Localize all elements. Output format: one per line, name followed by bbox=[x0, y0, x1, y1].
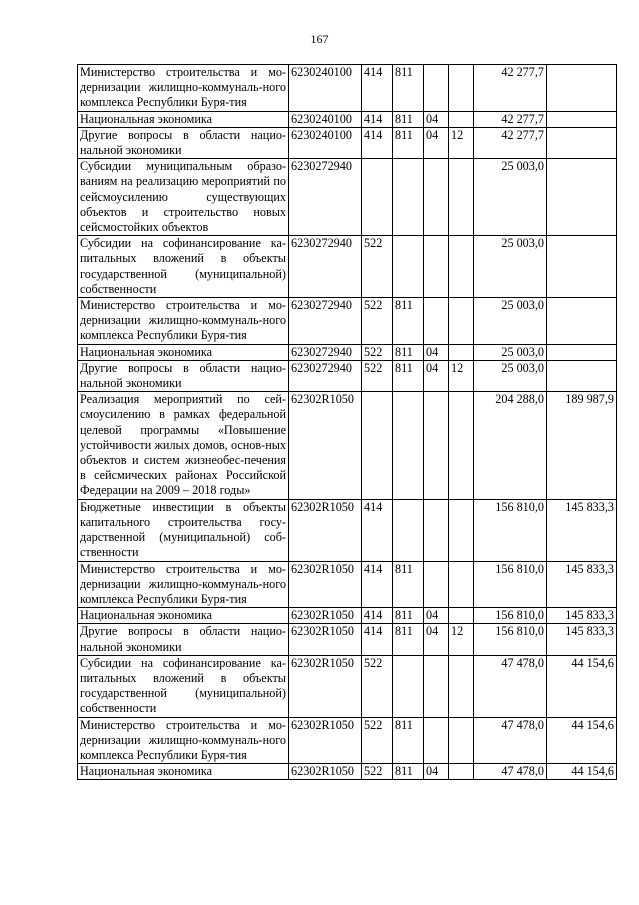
cell-target-code: 62302R1050 bbox=[289, 392, 362, 499]
cell-grbs: 414 bbox=[362, 65, 393, 112]
table-row bbox=[78, 392, 617, 499]
cell-section: 04 bbox=[424, 608, 449, 624]
cell-target-code: 62302R1050 bbox=[289, 764, 362, 780]
cell-subsection bbox=[449, 499, 474, 561]
cell-section bbox=[424, 236, 449, 298]
cell-subsection: 12 bbox=[449, 624, 474, 655]
table-row bbox=[78, 159, 617, 236]
cell-grbs: 414 bbox=[362, 624, 393, 655]
cell-subsection bbox=[449, 561, 474, 608]
cell-target-code: 6230272940 bbox=[289, 344, 362, 360]
cell-value-2 bbox=[547, 236, 617, 298]
cell-name: Реализация мероприятий по сей-смоусилению в рамках федеральной целевой программы «Повышение устойчивости жилых домов, основ-ных объектов и систем жизнеобес-печения в сейсмических районах Российской Федерации на 2009 – 2018 годы» bbox=[78, 392, 289, 499]
cell-grbs: 522 bbox=[362, 236, 393, 298]
cell-value-1: 25 003,0 bbox=[474, 298, 547, 345]
cell-section: 04 bbox=[424, 624, 449, 655]
cell-section: 04 bbox=[424, 111, 449, 127]
cell-name: Национальная экономика bbox=[78, 764, 289, 780]
cell-value-1: 47 478,0 bbox=[474, 655, 547, 717]
cell-value-2 bbox=[547, 65, 617, 112]
cell-value-2: 145 833,3 bbox=[547, 624, 617, 655]
cell-value-1: 156 810,0 bbox=[474, 624, 547, 655]
cell-sub: 811 bbox=[393, 111, 424, 127]
cell-name: Национальная экономика bbox=[78, 608, 289, 624]
cell-subsection bbox=[449, 608, 474, 624]
cell-value-2: 145 833,3 bbox=[547, 561, 617, 608]
cell-grbs: 522 bbox=[362, 717, 393, 764]
cell-subsection bbox=[449, 65, 474, 112]
cell-name: Министерство строительства и мо-дернизации жилищно-коммуналь-ного комплекса Республики Буря-тия bbox=[78, 298, 289, 345]
cell-section bbox=[424, 561, 449, 608]
cell-sub bbox=[393, 236, 424, 298]
cell-sub: 811 bbox=[393, 608, 424, 624]
cell-value-1: 42 277,7 bbox=[474, 111, 547, 127]
cell-value-2 bbox=[547, 159, 617, 236]
cell-value-2: 145 833,3 bbox=[547, 608, 617, 624]
cell-section: 04 bbox=[424, 360, 449, 391]
cell-value-2: 145 833,3 bbox=[547, 499, 617, 561]
cell-name: Министерство строительства и мо-дернизации жилищно-коммуналь-ного комплекса Республики Буря-тия bbox=[78, 717, 289, 764]
cell-subsection: 12 bbox=[449, 360, 474, 391]
cell-grbs: 414 bbox=[362, 127, 393, 158]
cell-value-1: 25 003,0 bbox=[474, 236, 547, 298]
cell-name: Субсидии муниципальным образо-ваниям на реализацию мероприятий по сейсмоусилению существующих объектов и строительство новых сейсмостойких объектов bbox=[78, 159, 289, 236]
cell-grbs: 522 bbox=[362, 298, 393, 345]
cell-value-2: 44 154,6 bbox=[547, 717, 617, 764]
cell-value-2 bbox=[547, 111, 617, 127]
cell-subsection bbox=[449, 159, 474, 236]
cell-subsection bbox=[449, 111, 474, 127]
cell-sub: 811 bbox=[393, 127, 424, 158]
cell-value-1: 156 810,0 bbox=[474, 499, 547, 561]
cell-target-code: 62302R1050 bbox=[289, 608, 362, 624]
cell-name: Субсидии на софинансирование ка-питальных вложений в объекты государственной (муниципальной) собственности bbox=[78, 236, 289, 298]
cell-section: 04 bbox=[424, 127, 449, 158]
cell-sub bbox=[393, 392, 424, 499]
cell-sub bbox=[393, 655, 424, 717]
budget-table-body bbox=[78, 65, 617, 780]
cell-sub: 811 bbox=[393, 65, 424, 112]
cell-value-1: 156 810,0 bbox=[474, 608, 547, 624]
cell-section: 04 bbox=[424, 344, 449, 360]
cell-value-1: 156 810,0 bbox=[474, 561, 547, 608]
table-row bbox=[78, 111, 617, 127]
cell-value-2: 44 154,6 bbox=[547, 655, 617, 717]
cell-section bbox=[424, 298, 449, 345]
table-row bbox=[78, 65, 617, 112]
table-row bbox=[78, 236, 617, 298]
cell-value-1: 25 003,0 bbox=[474, 360, 547, 391]
table-row bbox=[78, 624, 617, 655]
cell-target-code: 6230272940 bbox=[289, 298, 362, 345]
table-row bbox=[78, 608, 617, 624]
cell-name: Субсидии на софинансирование ка-питальных вложений в объекты государственной (муниципальной) собственности bbox=[78, 655, 289, 717]
cell-section bbox=[424, 717, 449, 764]
cell-name: Национальная экономика bbox=[78, 344, 289, 360]
cell-target-code: 62302R1050 bbox=[289, 655, 362, 717]
cell-sub bbox=[393, 159, 424, 236]
cell-value-1: 25 003,0 bbox=[474, 344, 547, 360]
cell-target-code: 6230272940 bbox=[289, 159, 362, 236]
cell-subsection bbox=[449, 392, 474, 499]
cell-section: 04 bbox=[424, 764, 449, 780]
cell-sub: 811 bbox=[393, 624, 424, 655]
cell-target-code: 6230272940 bbox=[289, 360, 362, 391]
table-row bbox=[78, 344, 617, 360]
cell-name: Другие вопросы в области нацио-нальной экономики bbox=[78, 127, 289, 158]
budget-table bbox=[77, 64, 617, 780]
cell-sub: 811 bbox=[393, 561, 424, 608]
cell-grbs: 522 bbox=[362, 655, 393, 717]
cell-value-1: 204 288,0 bbox=[474, 392, 547, 499]
cell-value-2 bbox=[547, 360, 617, 391]
cell-grbs bbox=[362, 159, 393, 236]
cell-value-1: 47 478,0 bbox=[474, 764, 547, 780]
cell-subsection bbox=[449, 344, 474, 360]
cell-subsection bbox=[449, 298, 474, 345]
cell-grbs: 522 bbox=[362, 764, 393, 780]
cell-name: Министерство строительства и мо-дернизации жилищно-коммуналь-ного комплекса Республики Буря-тия bbox=[78, 561, 289, 608]
cell-value-2 bbox=[547, 298, 617, 345]
cell-target-code: 62302R1050 bbox=[289, 624, 362, 655]
cell-value-1: 42 277,7 bbox=[474, 127, 547, 158]
cell-value-1: 42 277,7 bbox=[474, 65, 547, 112]
cell-subsection bbox=[449, 236, 474, 298]
cell-sub: 811 bbox=[393, 717, 424, 764]
cell-subsection bbox=[449, 717, 474, 764]
cell-grbs: 414 bbox=[362, 561, 393, 608]
cell-name: Другие вопросы в области нацио-нальной экономики bbox=[78, 624, 289, 655]
cell-sub: 811 bbox=[393, 764, 424, 780]
cell-name: Национальная экономика bbox=[78, 111, 289, 127]
page-number: 167 bbox=[310, 32, 329, 46]
cell-sub: 811 bbox=[393, 344, 424, 360]
cell-section bbox=[424, 65, 449, 112]
cell-value-2: 44 154,6 bbox=[547, 764, 617, 780]
cell-subsection bbox=[449, 764, 474, 780]
cell-section bbox=[424, 392, 449, 499]
cell-name: Бюджетные инвестиции в объекты капитального строительства госу-дарственной (муниципальной) соб-ственности bbox=[78, 499, 289, 561]
cell-subsection bbox=[449, 655, 474, 717]
cell-grbs: 522 bbox=[362, 360, 393, 391]
cell-target-code: 62302R1050 bbox=[289, 561, 362, 608]
table-row bbox=[78, 717, 617, 764]
cell-grbs bbox=[362, 392, 393, 499]
cell-target-code: 6230272940 bbox=[289, 236, 362, 298]
table-row bbox=[78, 561, 617, 608]
cell-target-code: 6230240100 bbox=[289, 65, 362, 112]
cell-name: Другие вопросы в области нацио-нальной экономики bbox=[78, 360, 289, 391]
cell-target-code: 6230240100 bbox=[289, 111, 362, 127]
cell-grbs: 414 bbox=[362, 111, 393, 127]
table-row bbox=[78, 764, 617, 780]
cell-grbs: 522 bbox=[362, 344, 393, 360]
table-row bbox=[78, 127, 617, 158]
cell-target-code: 62302R1050 bbox=[289, 499, 362, 561]
cell-target-code: 62302R1050 bbox=[289, 717, 362, 764]
cell-value-1: 47 478,0 bbox=[474, 717, 547, 764]
cell-grbs: 414 bbox=[362, 499, 393, 561]
table-row bbox=[78, 655, 617, 717]
cell-subsection: 12 bbox=[449, 127, 474, 158]
cell-section bbox=[424, 655, 449, 717]
cell-grbs: 414 bbox=[362, 608, 393, 624]
cell-sub: 811 bbox=[393, 298, 424, 345]
cell-section bbox=[424, 499, 449, 561]
cell-value-2: 189 987,9 bbox=[547, 392, 617, 499]
cell-value-1: 25 003,0 bbox=[474, 159, 547, 236]
table-row bbox=[78, 499, 617, 561]
cell-value-2 bbox=[547, 344, 617, 360]
cell-value-2 bbox=[547, 127, 617, 158]
table-row bbox=[78, 360, 617, 391]
cell-target-code: 6230240100 bbox=[289, 127, 362, 158]
cell-sub: 811 bbox=[393, 360, 424, 391]
cell-section bbox=[424, 159, 449, 236]
cell-sub bbox=[393, 499, 424, 561]
table-row bbox=[78, 298, 617, 345]
cell-name: Министерство строительства и мо-дернизации жилищно-коммуналь-ного комплекса Республики Буря-тия bbox=[78, 65, 289, 112]
